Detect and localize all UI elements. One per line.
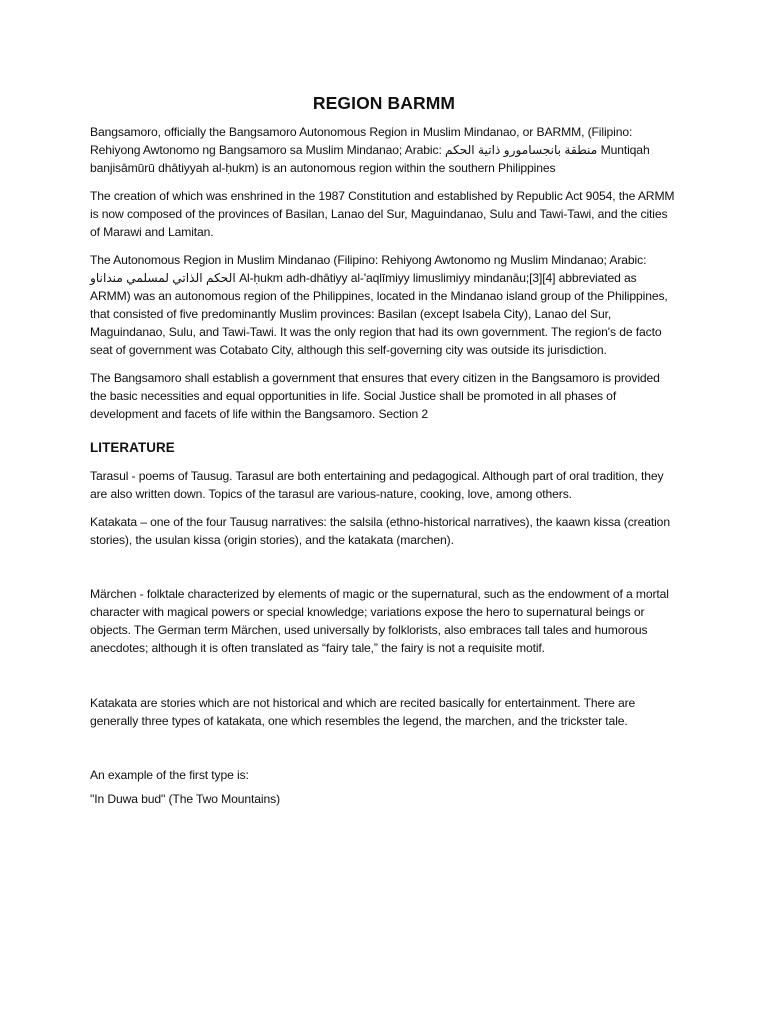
paragraph-katakata-narratives: Katakata – one of the four Tausug narratives: the salsila (ethno-historical narratives), the kaawn kissa (creation stories), the usulan kissa (origin stories), and the katakata (marchen). — [90, 514, 670, 548]
paragraph-marchen-definition: Märchen - folktale characterized by elements of magic or the supernatural, such as the endowment of a mortal character with magical powers or special knowledge; variations expose the hero to supernatural beings or objects. The German term Märchen, used universally by folklorists, also embraces tall tales and humorous anecdotes; although it is often translated as “fairy tale,” the fairy is not a requisite motif. — [90, 587, 669, 656]
document-title: REGION BARMM — [312, 93, 456, 113]
paragraph-bangsamoro-government: The Bangsamoro shall establish a government that ensures that every citizen in the Bangsamoro is provided the basic necessities and equal opportunities in life. Social Justice shall be promoted in all phases of development and facets of life within the Bangsamoro. Section 2 — [90, 370, 660, 422]
paragraph-bangsamoro-intro: Bangsamoro, officially the Bangsamoro Autonomous Region in Muslim Mindanao, or BARMM, (Filipino: Rehiyong Awtonomo ng Bangsamoro sa Muslim Mindanao; Arabic: منطقة بانجسامورو ذاتية الحكم Muntiqah banjisāmūrū dhātiyyah al-ḥukm) is an autonomous region within the southern Philippines — [90, 125, 650, 176]
paragraph-tarasul: Tarasul - poems of Tausug. Tarasul are both entertaining and pedagogical. Although part of oral tradition, they are also written down. Topics of the tarasul are various-nature, cooking, love, among others. — [90, 469, 664, 502]
paragraph-katakata-types: Katakata are stories which are not historical and which are recited basically for entertainment. There are generally three types of katakata, one which resembles the legend, the marchen, and the trickster tale. — [90, 695, 636, 728]
paragraph-example-intro: An example of the first type is: — [90, 767, 249, 782]
document-page — [90, 92, 678, 818]
paragraph-armm-creation: The creation of which was enshrined in the 1987 Constitution and established by Republic Act 9054, the ARMM is now composed of the provinces of Basilan, Lanao del Sur, Maguindanao, Sulu and Tawi-Tawi, and the cities of Marawi and Lamitan. — [90, 188, 675, 240]
example-story-title: "In Duwa bud" (The Two Mountains) — [90, 791, 281, 806]
literature-heading: LITERATURE — [90, 440, 175, 456]
paragraph-armm-description: The Autonomous Region in Muslim Mindanao (Filipino: Rehiyong Awtonomo ng Muslim Mindanao; Arabic: الحكم الذاتي لمسلمي منداناو Al-ḥukm adh-dhātiyy al-'aqlīmiyy limuslimiyy mindanāu;[3][4] abbreviated as ARMM) was an autonomous region of the Philippines, located in the Mindanao island group of the Philippines, that consisted of five predominantly Muslim provinces: Basilan (except Isabela City), Lanao del Sur, Maguindanao, Sulu, and Tawi-Tawi. It was the only region that had its own government. The region's de facto seat of government was Cotabato City, although this self-governing city was outside its jurisdiction. — [90, 252, 668, 358]
